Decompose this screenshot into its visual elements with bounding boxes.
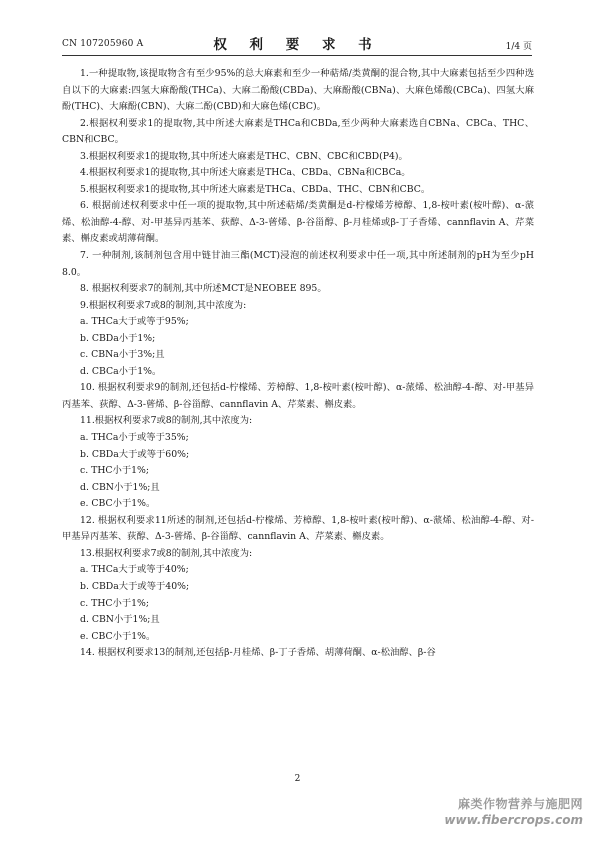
- claim-paragraph: 8. 根据权利要求7的制剂,其中所述MCT是NEOBEE 895。: [80, 283, 327, 295]
- claim-sub-item: c. THC小于1%;: [80, 597, 150, 609]
- claim-sub-item: b. CBDa小于1%;: [80, 332, 156, 344]
- claim-paragraph: 13.根据权利要求7或8的制剂,其中浓度为:: [80, 547, 253, 559]
- claim-sub-item: d. CBN小于1%;且: [80, 481, 160, 493]
- claim-paragraph: 7. 一种制剂,该制剂包含用中链甘油三酯(MCT)浸泡的前述权利要求中任一项,其中所述制剂的pH为至少pH 8.0。: [62, 250, 534, 278]
- claim-paragraph: 9.根据权利要求7或8的制剂,其中浓度为:: [80, 299, 247, 311]
- claim-sub-item: b. CBDa大于或等于60%;: [80, 448, 190, 460]
- claim-paragraph: 6. 根据前述权利要求中任一项的提取物,其中所述萜烯/类黄酮是d-柠檬烯芳樟醇、1,8-桉叶素(桉叶醇)、α-蒎烯、松油醇-4-醇、对-甲基异丙基苯、荻醇、Δ-3-蒈烯、β-谷甾醇、β-月桂烯或β-丁子香烯、cannflavin A、芹菜素、槲皮素或胡薄荷酮。: [62, 200, 534, 245]
- claim-sub-item: d. CBCa小于1%。: [80, 365, 162, 377]
- claim-sub-item: b. CBDa大于或等于40%;: [80, 580, 190, 592]
- document-title: 权 利 要 求 书: [213, 37, 381, 53]
- claim-paragraph: 2.根据权利要求1的提取物,其中所述大麻素是THCa和CBDa,至少两种大麻素选自CBNa、CBCa、THC、CBN和CBC。: [62, 117, 534, 146]
- claim-paragraph: 1.一种提取物,该提取物含有至少95%的总大麻素和至少一种萜烯/类黄酮的混合物,其中大麻素包括至少四种选自以下的大麻素:四氢大麻酚酸(THCa)、大麻二酚酸(CBDa)、大麻酚酸(CBNa)、大麻色烯酸(CBCa)、四氢大麻酚(THC)、大麻酚(CBN)、大麻二酚(CBD)和大麻色烯(CBC)。: [62, 68, 534, 113]
- claim-sub-item: c. CBNa小于3%;且: [80, 349, 165, 361]
- page-number: 2: [294, 774, 301, 784]
- claim-paragraph: 10. 根据权利要求9的制剂,还包括d-柠檬烯、芳樟醇、1,8-桉叶素(桉叶醇)、α-蒎烯、松油醇-4-醇、对-甲基异丙基苯、荻醇、Δ-3-蒈烯、β-谷甾醇、cannflavin A、芹菜素、槲皮素。: [62, 382, 534, 410]
- claim-paragraph: 3.根据权利要求1的提取物,其中所述大麻素是THC、CBN、CBC和CBD(P4)。: [80, 150, 408, 162]
- claim-sub-item: e. CBC小于1%。: [80, 630, 156, 642]
- claim-sub-item: a. THCa大于或等于95%;: [80, 316, 189, 328]
- claim-sub-item: c. THC小于1%;: [80, 465, 150, 477]
- claim-sub-item: a. THCa大于或等于40%;: [80, 564, 189, 576]
- watermark-site-name: 麻类作物营养与施肥网: [457, 797, 583, 811]
- claim-paragraph: 14. 根据权利要求13的制剂,还包括β-月桂烯、β-丁子香烯、胡薄荷酮、α-松油醇、β-谷: [80, 647, 436, 659]
- claim-paragraph: 12. 根据权利要求11所述的制剂,还包括d-柠檬烯、芳樟醇、1,8-桉叶素(桉叶醇)、α-蒎烯、松油醇-4-醇、对-甲基异丙基苯、荻醇、Δ-3-蒈烯、β-谷甾醇、cannflavin A、芹菜素、槲皮素。: [62, 514, 534, 543]
- publication-number: CN 107205960 A: [62, 39, 144, 49]
- claims-body: [62, 66, 534, 662]
- claim-sub-item: d. CBN小于1%;且: [80, 614, 160, 626]
- claim-sub-item: a. THCa小于或等于35%;: [80, 432, 189, 444]
- watermark-url: www.fibercrops.com: [444, 813, 583, 827]
- claim-sub-item: e. CBC小于1%。: [80, 498, 156, 510]
- claim-paragraph: 5.根据权利要求1的提取物,其中所述大麻素是THCa、CBDa、THC、CBN和CBC。: [80, 183, 431, 195]
- claim-paragraph: 11.根据权利要求7或8的制剂,其中浓度为:: [80, 415, 253, 427]
- page-header: [62, 33, 532, 53]
- page-indicator: 1/4 页: [505, 42, 532, 52]
- header-divider: [62, 55, 532, 56]
- site-watermark: [444, 796, 583, 828]
- claim-paragraph: 4.根据权利要求1的提取物,其中所述大麻素是THCa、CBDa、CBNa和CBCa。: [80, 167, 411, 179]
